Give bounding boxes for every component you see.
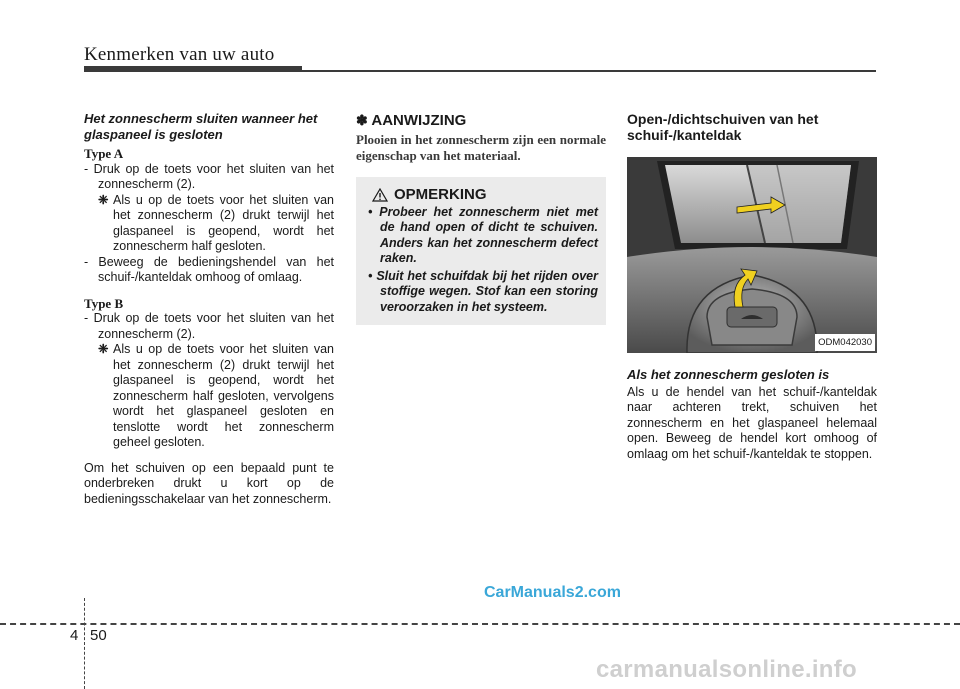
warning-item-1: • Probeer het zonnescherm niet met de hand open of dicht te schuiven. Anders kan het zonnescherm defect raken. [368, 204, 598, 265]
warning-heading [372, 187, 598, 203]
warning-item-2: • Sluit het schuifdak bij het rijden over stoffige wegen. Stof kan een storing veroorzaken in het systeem. [368, 268, 598, 314]
chapter-number: 4 [70, 627, 79, 644]
page-number: 50 [90, 627, 107, 644]
sunroof-paragraph: Als u de hendel van het schuif-/kanteldak naar achteren trekt, schuiven het zonnescherm en het glaspaneel helemaal open. Beweeg de hendel kort omhoog of omlaag om het schuif-/kanteldak te stoppen. [627, 384, 877, 461]
aanwijzing-heading [356, 111, 606, 130]
type-a-note-text: Als u op de toets voor het sluiten van het zonnescherm (2) drukt terwijl het glaspaneel is geopend, wordt het zonnescherm half gesloten. [113, 192, 334, 253]
column-left [84, 111, 334, 507]
type-b-label: Type B [84, 295, 124, 311]
header-rule-thin [302, 70, 876, 72]
aanwijzing-body: Plooien in het zonnescherm zijn een normale eigenschap van het materiaal. [356, 132, 606, 163]
note-symbol-icon: ❈ [98, 342, 109, 356]
sunroof-photo [627, 157, 877, 353]
sunroof-illustration [627, 157, 877, 353]
page-header-title: Kenmerken van uw auto [84, 44, 275, 65]
aanwijzing-heading-text: AANWIJZING [371, 112, 467, 129]
type-a-note [84, 193, 334, 255]
type-a-label: Type A [84, 146, 124, 161]
photo-code-label: ODM042030 [815, 334, 875, 352]
sunroof-section-heading: Open-/dichtschuiven van het schuif-/kanteldak [627, 111, 819, 143]
watermark-carmanuals2[interactable]: CarManuals2.com [484, 584, 621, 601]
section-subtitle: Het zonnescherm sluiten wanneer het glaspaneel is gesloten [84, 111, 318, 142]
stop-paragraph: Om het schuiven op een bepaald punt te onderbreken drukt u kort op de bedieningsschakelaar van het zonnescherm. [84, 460, 334, 506]
type-a-step-1: - Druk op de toets voor het sluiten van het zonnescherm (2). [84, 161, 334, 191]
header-rule-thick [84, 66, 302, 72]
warning-box [356, 177, 606, 325]
star-icon: ✽ [356, 112, 368, 128]
warning-triangle-icon [372, 188, 388, 202]
photo-subheading: Als het zonnescherm gesloten is [627, 367, 830, 382]
watermark-carmanualsonline[interactable]: carmanualsonline.info [596, 656, 858, 683]
column-right [627, 111, 877, 462]
type-b-note-text: Als u op de toets voor het sluiten van het zonnescherm (2) drukt terwijl het glaspaneel is geopend, wordt het zonnescherm half gesloten, vervolgens wordt het glaspaneel gesloten en tenslotte wordt het zonnescherm geheel gesloten. [113, 342, 334, 449]
footer-vertical-rule [84, 598, 85, 689]
column-middle [356, 111, 606, 325]
warning-heading-text: OPMERKING [394, 186, 487, 203]
type-a-step-2: - Beweeg de bedieningshendel van het schuif-/kanteldak omhoog of omlaag. [84, 254, 334, 284]
note-symbol-icon: ❈ [98, 192, 109, 207]
type-b-step-1: - Druk op de toets voor het sluiten van het zonnescherm (2). [84, 311, 334, 341]
footer-dashed-rule [0, 623, 960, 625]
type-b-note [84, 342, 334, 451]
